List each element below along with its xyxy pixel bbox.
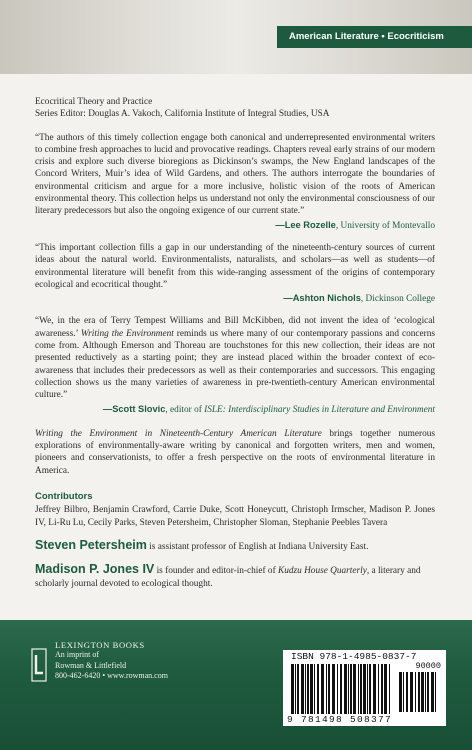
endorsement-1 <box>35 132 435 232</box>
editor-bio-1 <box>35 539 435 553</box>
barcode-bars <box>291 664 391 714</box>
category-tag: American Literature • Ecocriticism <box>277 26 472 48</box>
editor-name: Madison P. Jones IV <box>35 562 155 577</box>
endorsement-quote: “This important collection fills a gap in our understanding of the nineteenth-century sources of current ideas about the natural world. Environmentalists, naturalists, and scholars—as well as students—of environmental literature will benefit from this wide-ranging assessment of the origins of contemporary ecological and ecocritical thought.” <box>35 242 435 290</box>
editor-bio-text: is assistant professor of English at Indiana University East. <box>146 541 369 552</box>
price-barcode-bars <box>399 672 439 712</box>
price-code: 90000 <box>415 661 441 671</box>
isbn-barcode <box>283 650 446 726</box>
barcode-digits: 9 781498 508377 <box>287 714 393 725</box>
series-info <box>35 96 435 121</box>
endorser-name: —Ashton Nichols <box>283 293 361 304</box>
editor-bio-2 <box>35 563 435 590</box>
endorser-affiliation-prefix: , editor of <box>165 404 205 415</box>
publisher-imprint-line: An imprint of <box>55 650 99 660</box>
endorser-name: —Lee Rozelle <box>275 219 336 230</box>
endorsement-attribution <box>35 292 435 305</box>
publisher-name: LEXINGTON BOOKS <box>55 640 145 650</box>
endorsement-quote-title: Writing the Environment <box>80 328 174 339</box>
endorsement-2 <box>35 242 435 305</box>
contributors-list: Jeffrey Bilbro, Benjamin Crawford, Carrie Duke, Scott Honeycutt, Christoph Irmscher, Madison P. Jones IV, Li-Ru Lu, Cecily Parks, Steven Petersheim, Christopher Sloman, Stephanie Peebles Tavera <box>35 505 435 528</box>
endorser-affiliation: , Dickinson College <box>360 294 435 305</box>
book-title: Writing the Environment in Nineteenth-Century American Literature <box>35 428 322 439</box>
series-editor: Series Editor: Douglas A. Vakoch, California Institute of Integral Studies, USA <box>35 109 330 120</box>
lexington-logo-icon <box>29 645 49 685</box>
contributors-heading: Contributors <box>35 491 93 503</box>
cover-text <box>35 96 435 600</box>
editor-bio-text-end: , a literary and scholarly journal devoted to ecological thought. <box>35 566 421 589</box>
publisher-contact: 800-462-6420 • www.rowman.com <box>55 671 168 681</box>
endorsement-quote: “The authors of this timely collection engage both canonical and underrepresented environmental writers to combine fresh approaches to lucid and provocative readings. Chapters reveal early strains of our modern crisis and explore such diverse bioregions as Dickinson’s swamps, the New England landscapes of the Concord Writers, Muir’s idea of Wild Gardens, and others. The authors interrogate the boundaries of environmental criticism and argue for a more inclusive, holistic vision of the roots of American environmental theory. This collection helps us understand not only the environmental consciousness of our literary predecessors but also the ongoing exigence of our current state.” <box>35 132 435 217</box>
endorser-affiliation-title: ISLE: Interdisciplinary Studies in Literature and Environment <box>204 404 435 415</box>
endorsement-attribution <box>35 403 435 416</box>
endorsement-quote-start: “We, in the era of Terry Tempest Williams and Bill McKibben, did not invent the idea of ‘ecological awareness.’ <box>35 316 435 339</box>
editor-bio-text-start: is founder and editor-in-chief of <box>154 566 278 577</box>
endorser-name: —Scott Slovic <box>102 403 166 414</box>
journal-title: Kudzu House Quarterly <box>278 566 367 577</box>
endorsement-quote-end: reminds us where many of our contemporary passions and concerns come from. Although Emerson and Thoreau are touchstones for this new collection, their ideas are not presented reductively as a starting point; they are instead placed within the broader context of eco-awareness that includes their predecessors as well as their contemporaries and successors. This engaging collection shows us the many varieties of awareness in pre-twentieth-century American environmental culture.” <box>35 328 435 401</box>
description-text: brings together numerous explorations of environmentally-aware writing by canonical and forgotten writers, men and women, pioneers and conservationists, to offer a fresh perspective on the roots of environmental literature in America. <box>35 428 436 476</box>
endorsement-3 <box>35 315 435 415</box>
editor-name: Steven Petersheim <box>35 537 147 552</box>
isbn-number: ISBN 978-1-4985-0837-7 <box>291 651 417 662</box>
publisher-parent: Rowman & Littlefield <box>55 660 127 670</box>
endorsement-attribution <box>35 219 435 232</box>
book-description <box>35 428 435 477</box>
publisher-info <box>55 640 168 682</box>
series-name: Ecocritical Theory and Practice <box>35 97 153 107</box>
endorser-affiliation: , University of Montevallo <box>335 220 435 231</box>
